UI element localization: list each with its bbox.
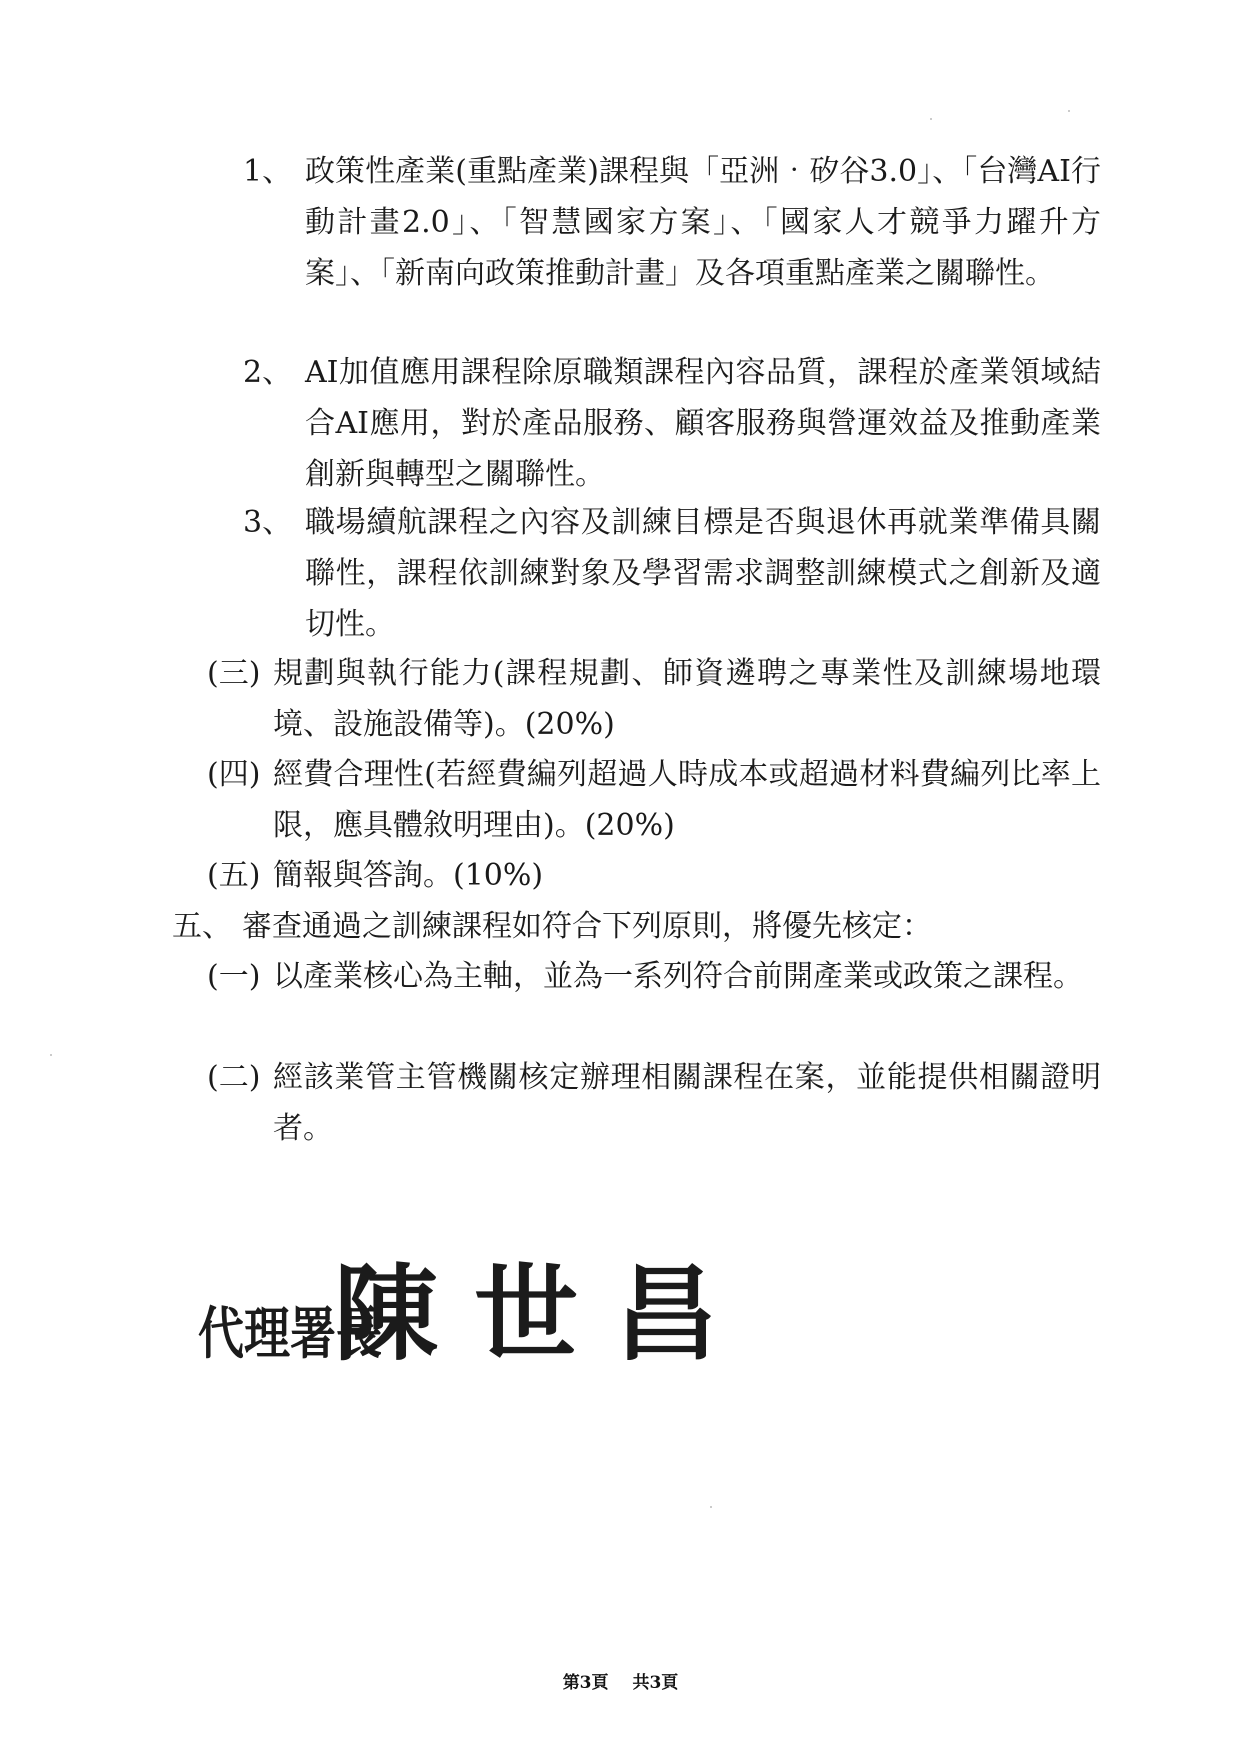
list-item-3 bbox=[243, 497, 1101, 650]
section-number: (二) bbox=[207, 1060, 261, 1095]
signature-seal bbox=[198, 1232, 758, 1382]
section-text: 經該業管主管機關核定辦理相關課程在案，並能提供相關證明者。 bbox=[273, 1060, 1101, 1146]
section-item-1 bbox=[207, 951, 1101, 1002]
scan-speck bbox=[710, 1506, 712, 1508]
section-item-2 bbox=[207, 1052, 1101, 1154]
section-text: 以產業核心為主軸，並為一系列符合前開產業或政策之課程。 bbox=[273, 959, 1083, 994]
item-text: 政策性產業(重點產業)課程與「亞洲‧矽谷3.0」、「台灣AI行動計畫2.0」、「智慧國家方案」、「國家人才競爭力躍升方案」、「新南向政策推動計畫」及各項重點產業之關聯性。 bbox=[305, 154, 1101, 291]
section-number: (四) bbox=[207, 757, 261, 792]
section-item-3 bbox=[207, 648, 1101, 750]
section-number: (五) bbox=[207, 858, 261, 893]
page-number: 第3頁 bbox=[562, 1673, 609, 1693]
section-text: 簡報與答詢。(10%) bbox=[273, 858, 544, 893]
heading-item-5 bbox=[172, 901, 1101, 952]
signature-title: 代理署長 bbox=[198, 1301, 382, 1368]
section-number: (三) bbox=[207, 656, 261, 691]
item-number: 1、 bbox=[243, 154, 293, 189]
section-text: 經費合理性(若經費編列超過人時成本或超過材料費編列比率上限，應具體敘明理由)。(20%) bbox=[273, 757, 1101, 843]
section-text: 規劃與執行能力(課程規劃、師資遴聘之專業性及訓練場地環境、設施設備等)。(20%) bbox=[273, 656, 1101, 742]
page-footer bbox=[0, 1668, 1241, 1693]
signature-name: 陳世昌 bbox=[334, 1252, 755, 1375]
item-number: 3、 bbox=[243, 505, 293, 540]
scan-speck bbox=[930, 118, 932, 120]
item-text: 職場續航課程之內容及訓練目標是否與退休再就業準備具關聯性，課程依訓練對象及學習需求調整訓練模式之創新及適切性。 bbox=[305, 505, 1101, 642]
list-item-2 bbox=[243, 347, 1101, 500]
scan-speck bbox=[1068, 110, 1070, 112]
item-number: 2、 bbox=[243, 355, 293, 390]
scan-speck bbox=[50, 1054, 52, 1056]
section-item-5 bbox=[207, 850, 1101, 901]
section-item-4 bbox=[207, 749, 1101, 851]
list-item-1 bbox=[243, 146, 1101, 299]
page-total: 共3頁 bbox=[632, 1673, 679, 1693]
section-number: (一) bbox=[207, 959, 261, 994]
item-text: AI加值應用課程除原職類課程內容品質，課程於產業領域結合AI應用，對於產品服務、顧客服務與營運效益及推動產業創新與轉型之關聯性。 bbox=[305, 355, 1101, 492]
heading-number: 五、 bbox=[172, 909, 232, 944]
heading-text: 審查通過之訓練課程如符合下列原則，將優先核定： bbox=[242, 909, 932, 944]
